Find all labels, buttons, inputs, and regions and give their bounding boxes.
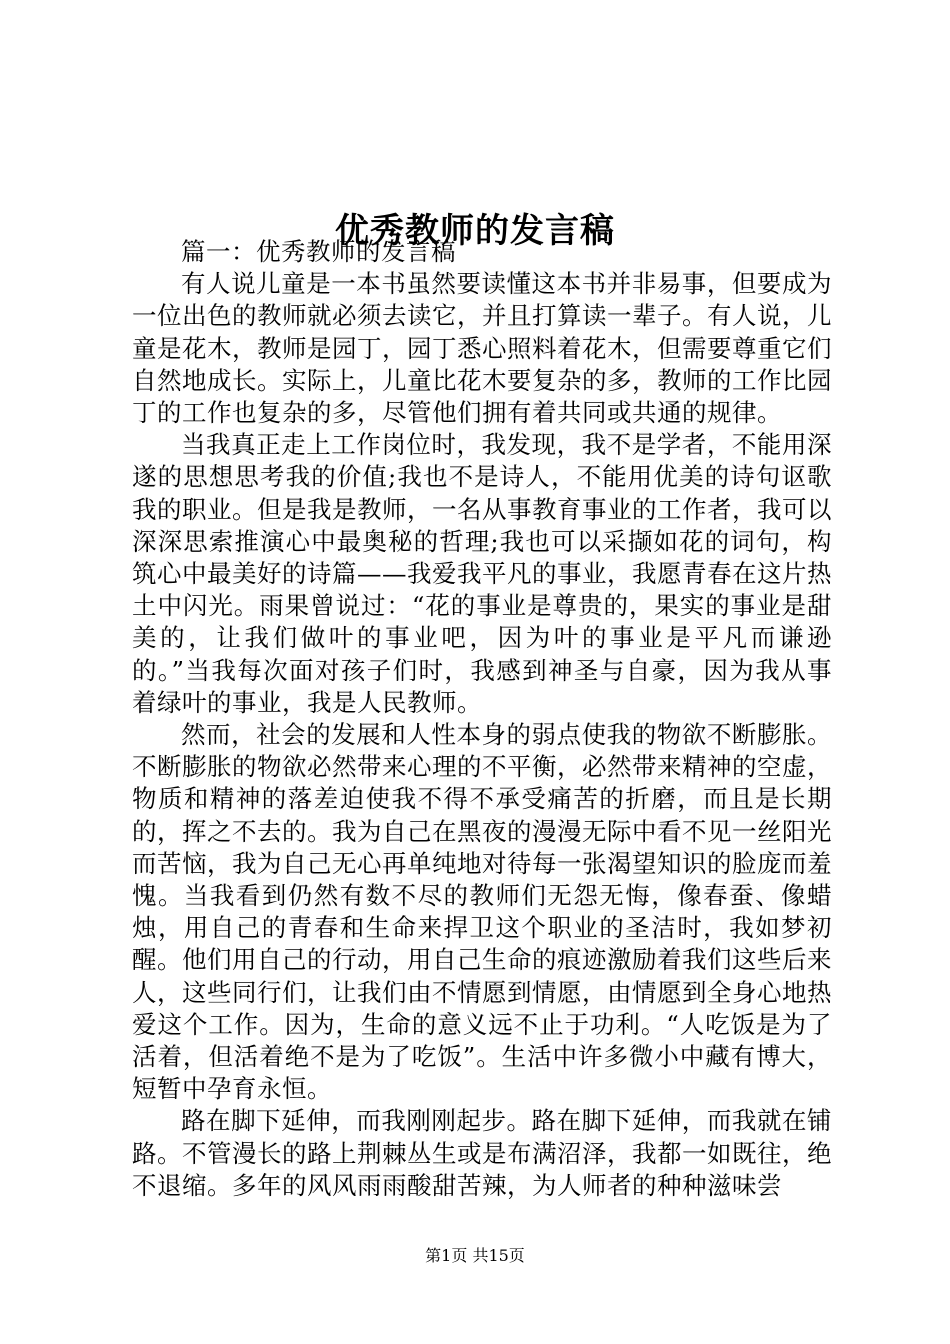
page-number-footer: 第1页 共15页	[425, 1246, 525, 1265]
paragraph-1: 有人说儿童是一本书虽然要读懂这本书并非易事，但要成为一位出色的教师就必须去读它，并且打算读一辈子。有人说，儿童是花木，教师是园丁，园丁悉心照料着花木，但需要尊重它们自然地成长。实际上，儿童比花木要复杂的多，教师的工作比园丁的工作也复杂的多，尽管他们拥有着共同或共通的规律。	[132, 269, 832, 428]
document-title: 优秀教师的发言稿	[335, 210, 615, 251]
paragraph-3: 然而，社会的发展和人性本身的弱点使我的物欲不断膨胀。不断膨胀的物欲必然带来心理的不平衡，必然带来精神的空虚，物质和精神的落差迫使我不得不承受痛苦的折磨，而且是长期的，挥之不去的。我为自己在黑夜的漫漫无际中看不见一丝阳光而苦恼，我为自己无心再单纯地对待每一张渴望知识的脸庞而羞愧。当我看到仍然有数不尽的教师们无怨无悔，像春蚕、像蜡烛，用自己的青春和生命来捍卫这个职业的圣洁时，我如梦初醒。他们用自己的行动，用自己生命的痕迹激励着我们这些后来人，这些同行们，让我们由不情愿到情愿，由情愿到全身心地热爱这个工作。因为，生命的意义远不止于功利。“人吃饭是为了活着，但活着绝不是为了吃饭”。生活中许多微小中藏有博大，短暂中孕育永恒。	[132, 720, 832, 1104]
document-body	[132, 236, 832, 1202]
paragraph-2: 当我真正走上工作岗位时，我发现，我不是学者，不能用深遂的思想思考我的价值;我也不是诗人，不能用优美的诗句讴歌我的职业。但是我是教师，一名从事教育事业的工作者，我可以深深思索推演心中最奥秘的哲理;我也可以采撷如花的词句，构筑心中最美好的诗篇——我爱我平凡的事业，我愿青春在这片热土中闪光。雨果曾说过：“花的事业是尊贵的，果实的事业是甜美的，让我们做叶的事业吧，因为叶的事业是平凡而谦逊的。”当我每次面对孩子们时，我感到神圣与自豪，因为我从事着绿叶的事业，我是人民教师。	[132, 430, 832, 717]
paragraph-4: 路在脚下延伸，而我刚刚起步。路在脚下延伸，而我就在铺路。不管漫长的路上荆棘丛生或是布满沼泽，我都一如既往，绝不退缩。多年的风风雨雨酸甜苦辣，为人师者的种种滋味尝	[132, 1106, 832, 1200]
section-heading: 篇一：优秀教师的发言稿	[181, 237, 456, 266]
